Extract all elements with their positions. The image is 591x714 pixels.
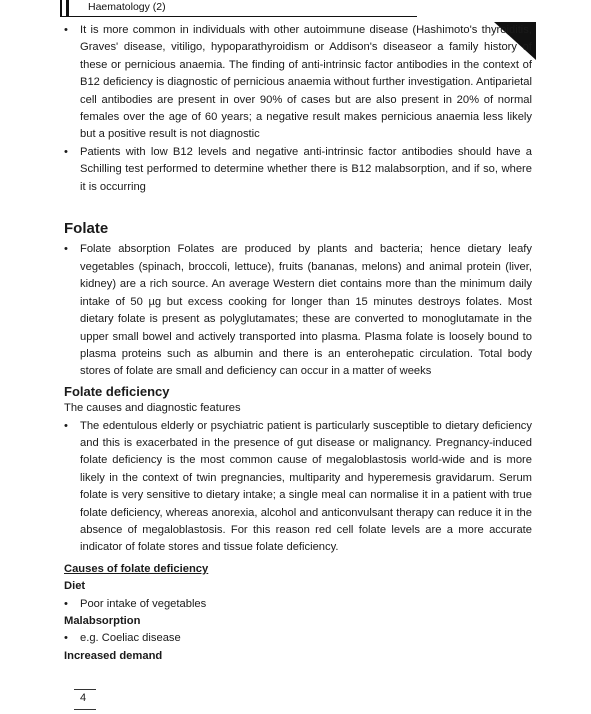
bullet-glyph: • bbox=[64, 145, 68, 158]
deficiency-text: The edentulous elderly or psychiatric patient is particularly susceptible to dietary deficiency and this is exacerbated in the presence of gut disease or malignancy. Pregnancy-induced folate deficiency is the most common cause of megaloblastosis world-wide and is more likely in the context of twin pregnancies, multiparity and hyperemesis gravidarum. Serum folate is very sensitive to dietary intake; a single meal can normalise it in a patient with true folate deficiency, whereas anorexia, alcohol and anticonvulsant therapy can reduce it in the absence of megaloblastosis. For this reason red cell folate levels are a more accurate indicator of folate stores and tissue folate deficiency. bbox=[80, 419, 532, 554]
running-header: Haematology (2) bbox=[88, 1, 166, 13]
bullet-glyph: • bbox=[64, 243, 68, 256]
folate-deficiency-heading: Folate deficiency bbox=[64, 383, 170, 399]
malabsorption-label: Malabsorption bbox=[64, 615, 141, 627]
diet-label: Diet bbox=[64, 580, 86, 593]
header-mark bbox=[66, 0, 69, 16]
schilling-test-text: Patients with low B12 levels and negative anti-intrinsic factor antibodies should have a Schilling test performed to determine whether there is B12 malabsorption, and if so, where it is occurring bbox=[80, 145, 532, 193]
folate-heading: Folate bbox=[64, 220, 109, 238]
diet-item: Poor intake of vegetables bbox=[80, 597, 207, 610]
list-item bbox=[64, 630, 532, 647]
page-number: 4 bbox=[80, 692, 87, 704]
bullet-glyph: • bbox=[64, 632, 68, 645]
malabsorption-list bbox=[64, 630, 532, 647]
list-item bbox=[64, 144, 532, 196]
list-item bbox=[64, 22, 532, 144]
b12-bullet-list bbox=[64, 22, 532, 196]
malabsorption-item: e.g. Coeliac disease bbox=[80, 632, 181, 645]
deficiency-bullet-list bbox=[64, 418, 532, 557]
bullet-glyph: • bbox=[64, 419, 68, 432]
folate-absorption-text: Folate absorption Folates are produced by plants and bacteria; hence dietary leafy vegetables (spinach, broccoli, lettuce), fruits (bananas, melons) and animal protein (liver, kidney) are a rich source. An average Western diet contains more than the minimum daily intake of 50 µg but excess cooking for longer than 15 minutes destroys folates. Most dietary folate is present as polyglutamates; these are converted to monoglutamate in the upper small bowel and actively transported into plasma. Plasma folate is loosely bound to plasma proteins such as albumin and there is an enterohepatic circulation. Total body stores of folate are small and deficiency can occur in a matter of weeks bbox=[80, 243, 532, 378]
bullet-glyph: • bbox=[64, 597, 68, 610]
footer-rule-bottom bbox=[74, 709, 96, 710]
list-item bbox=[64, 241, 532, 380]
footer-rule-top bbox=[74, 689, 96, 690]
increased-demand-label: Increased demand bbox=[64, 649, 163, 662]
page-content bbox=[64, 22, 532, 665]
folate-bullet-list bbox=[64, 241, 532, 380]
deficiency-intro: The causes and diagnostic features bbox=[64, 402, 241, 415]
diet-list bbox=[64, 596, 532, 613]
list-item bbox=[64, 596, 532, 613]
b12-autoimmune-text: It is more common in individuals with other autoimmune disease (Hashimoto's thyroiditis, Graves' disease, vitiligo, hypoparathyroidism or Addison's diseaseor a family history of these or pernicious anaemia. The finding of anti-intrinsic factor antibodies in the context of B12 deficiency is diagnostic of pernicious anaemia without further investigation. Antiparietal cell antibodies are present in over 90% of cases but are also present in 20% of normal females over the age of 60 years; a negative result makes pernicious anaemia less likely but a positive result is not diagnostic bbox=[80, 24, 532, 141]
list-item bbox=[64, 418, 532, 557]
causes-heading: Causes of folate deficiency bbox=[64, 562, 209, 575]
bullet-glyph: • bbox=[64, 24, 68, 36]
